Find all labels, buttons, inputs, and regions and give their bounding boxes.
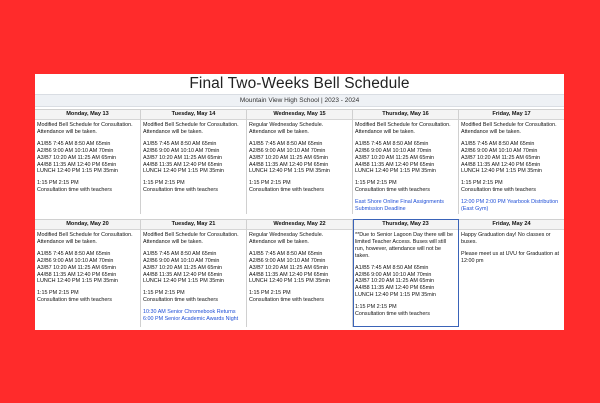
consultation-time: 1:15 PM 2:15 PM	[37, 180, 79, 187]
period-line: A1/B5 7:45 AM 8:50 AM 65min	[143, 140, 217, 147]
day-note: taken.	[355, 252, 370, 259]
event-link[interactable]: East Shore Online Final Assignments	[355, 199, 444, 206]
day-body	[247, 230, 352, 304]
period-line: A4/B8 11:35 AM 12:40 PM 65min	[143, 161, 223, 168]
day-note: Modified Bell Schedule for Consultation.	[461, 122, 557, 128]
day-header: Wednesday, May 22	[247, 220, 352, 230]
consultation-time: 1:15 PM 2:15 PM	[143, 290, 185, 297]
period-line: A4/B8 11:35 AM 12:40 PM 65min	[37, 271, 117, 278]
period-line: A1/B5 7:45 AM 8:50 AM 65min	[249, 140, 323, 147]
day-header: Thursday, May 23	[353, 220, 458, 230]
day-note: Modified Bell Schedule for Consultation.	[143, 122, 239, 128]
day-note: Attendance will be taken.	[355, 128, 415, 135]
period-line: A2/B6 9:00 AM 10:10 AM 70min	[355, 271, 432, 278]
period-line: A1/B5 7:45 AM 8:50 AM 65min	[37, 250, 111, 257]
event-link[interactable]: Submission Deadline	[355, 206, 406, 213]
period-line: A4/B8 11:35 AM 12:40 PM 65min	[355, 285, 435, 292]
day-note: Modified Bell Schedule for Consultation.	[37, 122, 133, 128]
day-header: Monday, May 20	[35, 220, 140, 230]
day-note: Modified Bell Schedule for Consultation.	[37, 232, 133, 238]
day-body	[353, 230, 458, 318]
day-cell[interactable]	[247, 109, 353, 214]
day-note: **Due to Senior Lagoon Day there will be	[355, 232, 453, 238]
day-cell[interactable]	[353, 109, 459, 214]
period-line: A1/B5 7:45 AM 8:50 AM 65min	[355, 140, 429, 147]
period-line: LUNCH 12:40 PM 1:15 PM 35min	[143, 168, 224, 175]
day-note: Regular Wednesday Schedule.	[249, 122, 324, 128]
period-line: LUNCH 12:40 PM 1:15 PM 35min	[249, 168, 330, 175]
period-line: LUNCH 12:40 PM 1:15 PM 35min	[37, 168, 118, 175]
period-line: A2/B6 9:00 AM 10:10 AM 70min	[143, 257, 220, 264]
period-line: A4/B8 11:35 AM 12:40 PM 65min	[355, 161, 435, 168]
consultation-time: 1:15 PM 2:15 PM	[355, 304, 397, 311]
day-header: Wednesday, May 15	[247, 110, 352, 120]
period-line: A1/B5 7:45 AM 8:50 AM 65min	[355, 264, 429, 271]
day-note: run, however, attendance will not be	[355, 245, 442, 252]
day-body	[247, 120, 352, 194]
day-body	[141, 120, 246, 194]
day-body	[353, 120, 458, 213]
period-line: A3/B7 10:20 AM 11:25 AM 65min	[355, 154, 435, 161]
consultation-label: Consultation time with teachers	[37, 187, 112, 194]
page-title: Final Two-Weeks Bell Schedule	[189, 75, 410, 92]
period-line: A4/B8 11:35 AM 12:40 PM 65min	[249, 271, 329, 278]
day-body	[35, 120, 140, 194]
period-line: LUNCH 12:40 PM 1:15 PM 35min	[355, 292, 436, 299]
consultation-label: Consultation time with teachers	[143, 297, 218, 304]
period-line: A3/B7 10:20 AM 11:25 AM 65min	[461, 154, 541, 161]
period-line: A4/B8 11:35 AM 12:40 PM 65min	[461, 161, 541, 168]
day-note: Modified Bell Schedule for Consultation.	[143, 232, 239, 238]
day-cell[interactable]	[141, 219, 247, 327]
consultation-time: 1:15 PM 2:15 PM	[249, 180, 291, 187]
event-link[interactable]: (East Gym)	[461, 206, 489, 213]
day-cell[interactable]	[459, 219, 564, 327]
period-line: A3/B7 10:20 AM 11:25 AM 65min	[143, 264, 223, 271]
day-note: Please meet us at UVU for Graduation at	[461, 250, 559, 257]
period-line: A1/B5 7:45 AM 8:50 AM 65min	[249, 250, 323, 257]
day-header: Tuesday, May 21	[141, 220, 246, 230]
event-link[interactable]: 6:00 PM Senior Academic Awards Night	[143, 316, 239, 323]
consultation-time: 1:15 PM 2:15 PM	[143, 180, 185, 187]
period-line: LUNCH 12:40 PM 1:15 PM 35min	[249, 278, 330, 285]
period-line: A3/B7 10:20 AM 11:25 AM 65min	[355, 278, 435, 285]
period-line: A2/B6 9:00 AM 10:10 AM 70min	[355, 147, 432, 154]
period-line: A2/B6 9:00 AM 10:10 AM 70min	[37, 257, 114, 264]
period-line: A2/B6 9:00 AM 10:10 AM 70min	[249, 147, 326, 154]
day-note: limited Teacher Access. Buses will still	[355, 238, 446, 245]
period-line: A1/B5 7:45 AM 8:50 AM 65min	[143, 250, 217, 257]
period-line: A4/B8 11:35 AM 12:40 PM 65min	[143, 271, 223, 278]
consultation-label: Consultation time with teachers	[37, 297, 112, 304]
period-line: LUNCH 12:40 PM 1:15 PM 35min	[461, 168, 542, 175]
day-note: Attendance will be taken.	[249, 238, 309, 245]
day-body	[459, 230, 564, 265]
day-note: Happy Graduation day! No classes or	[461, 232, 551, 238]
day-cell[interactable]	[459, 109, 564, 214]
week-row-2	[35, 219, 564, 327]
day-cell[interactable]	[141, 109, 247, 214]
day-header: Friday, May 24	[459, 220, 564, 230]
day-header: Friday, May 17	[459, 110, 564, 120]
consultation-time: 1:15 PM 2:15 PM	[461, 180, 503, 187]
day-note: Attendance will be taken.	[461, 128, 521, 135]
period-line: A3/B7 10:20 AM 11:25 AM 65min	[249, 154, 329, 161]
day-note: Attendance will be taken.	[143, 238, 203, 245]
period-line: A1/B5 7:45 AM 8:50 AM 65min	[37, 140, 111, 147]
day-body	[35, 230, 140, 304]
day-body	[459, 120, 564, 213]
day-note: buses.	[461, 238, 477, 245]
consultation-label: Consultation time with teachers	[355, 311, 430, 318]
day-note: 12:00 pm	[461, 257, 484, 264]
consultation-label: Consultation time with teachers	[249, 187, 324, 194]
day-header: Tuesday, May 14	[141, 110, 246, 120]
day-header: Monday, May 13	[35, 110, 140, 120]
day-header: Thursday, May 16	[353, 110, 458, 120]
period-line: A2/B6 9:00 AM 10:10 AM 70min	[143, 147, 220, 154]
period-line: A4/B8 11:35 AM 12:40 PM 65min	[37, 161, 117, 168]
consultation-time: 1:15 PM 2:15 PM	[249, 290, 291, 297]
period-line: A4/B8 11:35 AM 12:40 PM 65min	[249, 161, 329, 168]
day-cell[interactable]	[247, 219, 353, 327]
day-cell[interactable]	[35, 219, 141, 327]
day-cell[interactable]	[353, 219, 459, 327]
period-line: A3/B7 10:20 AM 11:25 AM 65min	[249, 264, 329, 271]
period-line: A3/B7 10:20 AM 11:25 AM 65min	[37, 264, 117, 271]
day-note: Attendance will be taken.	[249, 128, 309, 135]
schedule-sheet	[35, 74, 564, 330]
day-body	[141, 230, 246, 323]
day-note: Modified Bell Schedule for Consultation.	[355, 122, 451, 128]
event-link[interactable]: 12:00 PM 2:00 PM Yearbook Distribution	[461, 199, 559, 206]
period-line: A3/B7 10:20 AM 11:25 AM 65min	[143, 154, 223, 161]
school-subtitle: Mountain View High School | 2023 - 2024	[35, 94, 564, 107]
consultation-time: 1:15 PM 2:15 PM	[355, 180, 397, 187]
period-line: LUNCH 12:40 PM 1:15 PM 35min	[143, 278, 224, 285]
day-note: Attendance will be taken.	[37, 238, 97, 245]
consultation-time: 1:15 PM 2:15 PM	[37, 290, 79, 297]
day-note: Regular Wednesday Schedule.	[249, 232, 324, 238]
day-cell[interactable]	[35, 109, 141, 214]
period-line: A3/B7 10:20 AM 11:25 AM 65min	[37, 154, 117, 161]
period-line: A1/B5 7:45 AM 8:50 AM 65min	[461, 140, 535, 147]
period-line: A2/B6 9:00 AM 10:10 AM 70min	[249, 257, 326, 264]
period-line: A2/B6 9:00 AM 10:10 AM 70min	[461, 147, 538, 154]
consultation-label: Consultation time with teachers	[143, 187, 218, 194]
week-row-1	[35, 109, 564, 214]
consultation-label: Consultation time with teachers	[249, 297, 324, 304]
consultation-label: Consultation time with teachers	[355, 187, 430, 194]
event-link[interactable]: 10:30 AM Senior Chromebook Returns	[143, 309, 236, 316]
period-line: LUNCH 12:40 PM 1:15 PM 35min	[355, 168, 436, 175]
period-line: A2/B6 9:00 AM 10:10 AM 70min	[37, 147, 114, 154]
day-note: Attendance will be taken.	[37, 128, 97, 135]
day-note: Attendance will be taken.	[143, 128, 203, 135]
consultation-label: Consultation time with teachers	[461, 187, 536, 194]
period-line: LUNCH 12:40 PM 1:15 PM 35min	[37, 278, 118, 285]
